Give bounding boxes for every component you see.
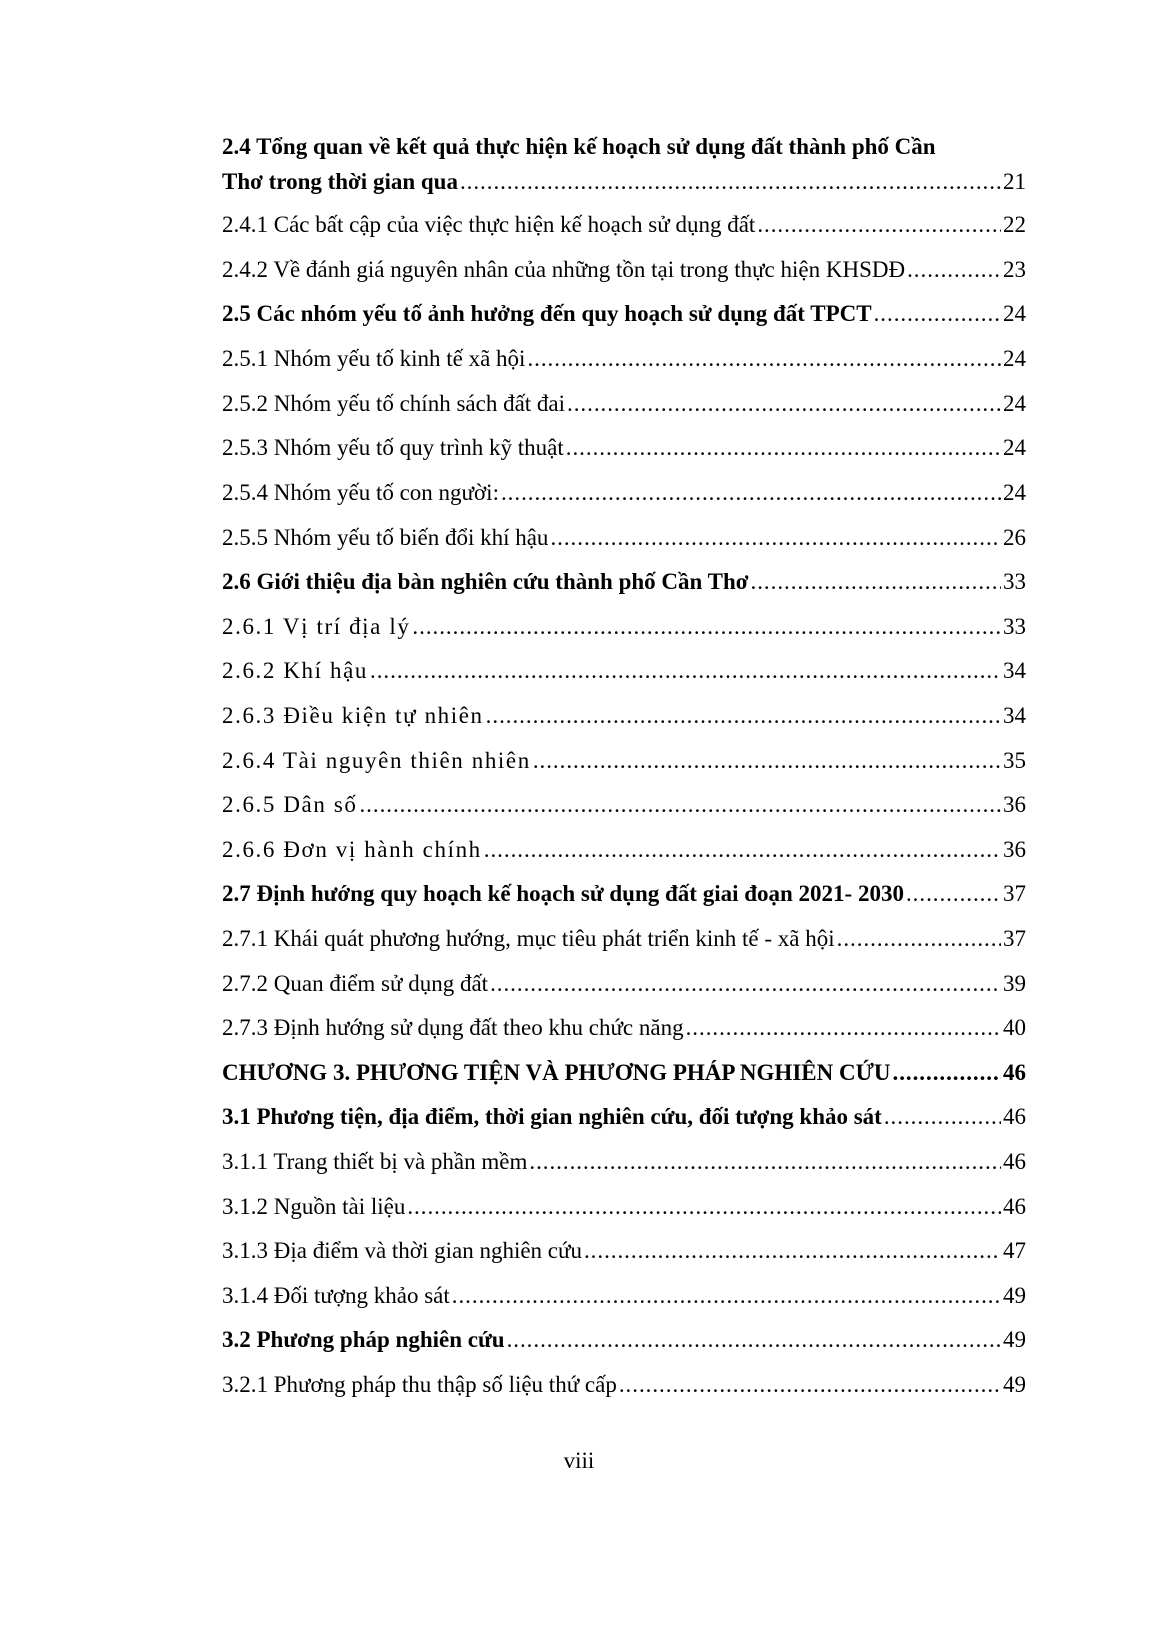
toc-page-number: 24 (1003, 480, 1026, 505)
toc-entry-text: Thơ trong thời gian qua (222, 169, 458, 194)
toc-entry-text: 2.6.3 Điều kiện tự nhiên (222, 703, 484, 728)
toc-dot-leader (884, 1102, 1001, 1132)
toc-dot-leader (484, 835, 1001, 865)
toc-dot-leader (507, 1325, 1001, 1355)
toc-page-number: 36 (1003, 837, 1026, 862)
toc-page-number: 39 (1003, 971, 1026, 996)
toc-dot-leader (686, 1013, 1001, 1043)
toc-dot-leader (527, 344, 1001, 374)
toc-entry (222, 132, 1026, 197)
toc-page-number: 37 (1003, 881, 1026, 906)
toc-dot-leader (550, 523, 1001, 553)
toc-dot-leader (566, 433, 1001, 463)
toc-dot-leader (757, 210, 1001, 240)
toc-page-number: 24 (1003, 435, 1026, 460)
toc-entry-text: 2.5.5 Nhóm yếu tố biến đổi khí hậu (222, 525, 549, 550)
toc-entry-text: 2.6.2 Khí hậu (222, 658, 369, 683)
toc-entry-text: 3.1.3 Địa điểm và thời gian nghiên cứu (222, 1238, 582, 1263)
toc-entry-text-line1: 2.4 Tổng quan về kết quả thực hiện kế hoạch sử dụng đất thành phố Cần (222, 134, 936, 159)
toc-entry-text: CHƯƠNG 3. PHƯƠNG TIỆN VÀ PHƯƠNG PHÁP NGHIÊN CỨU (222, 1060, 891, 1085)
toc-entry (222, 255, 1026, 285)
toc-entry (222, 1370, 1026, 1400)
toc-entry-text: 2.6.5 Dân số (222, 792, 358, 817)
toc-dot-leader (907, 255, 1001, 285)
toc-page-number: 40 (1003, 1015, 1026, 1040)
toc-dot-leader (407, 1192, 1001, 1222)
toc-dot-leader (837, 924, 1001, 954)
toc-page-number: 22 (1003, 212, 1026, 237)
toc-dot-leader (359, 790, 1001, 820)
toc-entry-text: 2.7.2 Quan điểm sử dụng đất (222, 971, 489, 996)
toc-entry (222, 1147, 1026, 1177)
toc-entry (222, 1058, 1026, 1088)
toc-entry-text: 2.6 Giới thiệu địa bàn nghiên cứu thành phố Cần Thơ (222, 569, 749, 594)
toc-dot-leader (490, 969, 1001, 999)
toc-page-number: 26 (1003, 525, 1026, 550)
toc-entry-text: 2.5.4 Nhóm yếu tố con người: (222, 480, 499, 505)
page-number: viii (563, 1448, 595, 1473)
toc-entry-text: 3.1.1 Trang thiết bị và phần mềm (222, 1149, 528, 1174)
toc-dot-leader (412, 612, 1001, 642)
toc-entry-text: 3.2 Phương pháp nghiên cứu (222, 1327, 505, 1352)
toc-entry (222, 746, 1026, 776)
toc-dot-leader (567, 389, 1001, 419)
toc-dot-leader (619, 1370, 1001, 1400)
toc-page-number: 21 (1003, 169, 1026, 194)
toc-entry-text: 2.4.1 Các bất cập của việc thực hiện kế hoạch sử dụng đất (222, 212, 756, 237)
toc-entry (222, 478, 1026, 508)
toc-page-number: 33 (1003, 614, 1026, 639)
toc-entry (222, 344, 1026, 374)
toc-dot-leader (370, 656, 1001, 686)
toc-entry-text: 2.5.3 Nhóm yếu tố quy trình kỹ thuật (222, 435, 564, 460)
toc-entry (222, 1192, 1026, 1222)
toc-dot-leader (584, 1236, 1001, 1266)
toc-page-number: 24 (1003, 346, 1026, 371)
toc-page-number: 34 (1003, 703, 1026, 728)
toc-dot-leader (893, 1058, 1002, 1088)
toc-entry-text: 2.6.6 Đơn vị hành chính (222, 837, 482, 862)
toc-entry-text: 3.1.2 Nguồn tài liệu (222, 1194, 406, 1219)
toc-page-number: 49 (1003, 1372, 1026, 1397)
toc-page-number: 47 (1003, 1238, 1026, 1263)
toc-entry (222, 523, 1026, 553)
toc-page-number: 49 (1003, 1283, 1026, 1308)
toc-entry-text: 2.7.1 Khái quát phương hướng, mục tiêu phát triển kinh tế - xã hội (222, 926, 835, 951)
toc-page-number: 24 (1003, 391, 1026, 416)
toc-entry (222, 924, 1026, 954)
toc-dot-leader (751, 567, 1001, 597)
toc-page-number: 36 (1003, 792, 1026, 817)
toc-entry (222, 299, 1026, 329)
toc-page-number: 46 (1003, 1104, 1026, 1129)
toc-entry-text: 2.7 Định hướng quy hoạch kế hoạch sử dụng đất giai đoạn 2021- 2030 (222, 881, 904, 906)
toc-entry-text: 2.7.3 Định hướng sử dụng đất theo khu chức năng (222, 1015, 684, 1040)
toc-entry (222, 790, 1026, 820)
toc-entry (222, 433, 1026, 463)
toc-dot-leader (906, 879, 1001, 909)
toc-entry-text: 3.1 Phương tiện, địa điểm, thời gian nghiên cứu, đối tượng khảo sát (222, 1104, 882, 1129)
toc-dot-leader (529, 1147, 1001, 1177)
toc-entry-text: 2.6.1 Vị trí địa lý (222, 614, 411, 639)
toc-page-number: 34 (1003, 658, 1026, 683)
toc-entry-text: 2.4.2 Về đánh giá nguyên nhân của những tồn tại trong thực hiện KHSDĐ (222, 257, 906, 282)
toc-entry (222, 210, 1026, 240)
toc-entry (222, 701, 1026, 731)
toc-dot-leader (460, 167, 1001, 197)
toc-entry (222, 1236, 1026, 1266)
toc-page-number: 37 (1003, 926, 1026, 951)
toc-entry (222, 1281, 1026, 1311)
toc-entry (222, 835, 1026, 865)
toc-entry-text: 2.5.2 Nhóm yếu tố chính sách đất đai (222, 391, 566, 416)
toc-entry-text: 3.1.4 Đối tượng khảo sát (222, 1283, 450, 1308)
toc-entry (222, 612, 1026, 642)
toc-entry (222, 879, 1026, 909)
toc-page-number: 46 (1003, 1060, 1026, 1085)
toc-page-number: 24 (1003, 301, 1026, 326)
toc-page-number: 35 (1003, 748, 1026, 773)
toc-entry (222, 656, 1026, 686)
toc-entry (222, 1102, 1026, 1132)
toc-entry (222, 1013, 1026, 1043)
toc-entry (222, 969, 1026, 999)
toc-dot-leader (486, 701, 1001, 731)
toc-dot-leader (452, 1281, 1001, 1311)
toc-page-number: 46 (1003, 1149, 1026, 1174)
toc-entry-text: 2.5 Các nhóm yếu tố ảnh hưởng đến quy hoạch sử dụng đất TPCT (222, 301, 872, 326)
toc-page-number: 33 (1003, 569, 1026, 594)
toc-page-number: 23 (1003, 257, 1026, 282)
toc-entry-text: 2.6.4 Tài nguyên thiên nhiên (222, 748, 531, 773)
toc-entry-text: 2.5.1 Nhóm yếu tố kinh tế xã hội (222, 346, 526, 371)
toc-entry (222, 389, 1026, 419)
toc-page-number: 46 (1003, 1194, 1026, 1219)
toc-page-number: 49 (1003, 1327, 1026, 1352)
toc-dot-leader (533, 746, 1001, 776)
toc-entry-text: 3.2.1 Phương pháp thu thập số liệu thứ cấp (222, 1372, 617, 1397)
toc-dot-leader (874, 299, 1001, 329)
toc-entry (222, 1325, 1026, 1355)
toc-entry (222, 567, 1026, 597)
toc-dot-leader (501, 478, 1001, 508)
